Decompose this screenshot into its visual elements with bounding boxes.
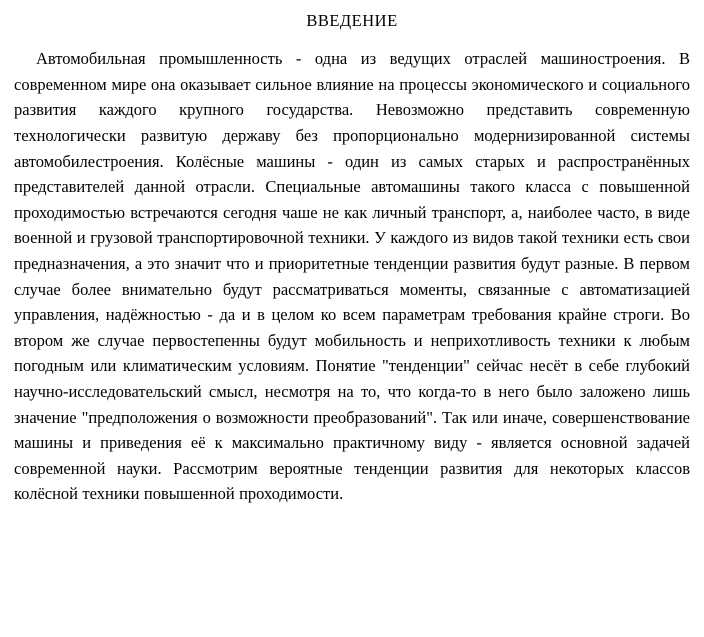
page-title: ВВЕДЕНИЕ: [306, 11, 398, 30]
body-paragraph: Автомобильная промышленность - одна из ведущих отраслей машиностроения. В современном мире она оказывает сильное влияние на процессы экономического и социального развития каждого крупного государства. Невозможно представить современную технологически развитую державу без пропорционально модернизированной системы автомобилестроения. Колёсные машины - один из самых старых и распространённых представителей данной отрасли. Специальные автомашины такого класса с повышенной проходимостью встречаются сегодня чаше не как личный транспорт, а, наиболее часто, в виде военной и грузовой транспортировочной техники. У каждого из видов такой техники есть свои предназначения, а это значит что и приоритетные тенденции развития будут разные. В первом случае более внимательно будут рассматриваться моменты, связанные с автоматизацией управления, надёжностью - да и в целом ко всем параметрам требования крайне строги. Во втором же случае первостепенны будут мобильность и неприхотливость техники к любым погодным или климатическим условиям. Понятие "тенденции" сейчас несёт в себе глубокий научно-исследовательский смысл, несмотря на то, что когда-то в него было заложено лишь значение "предположения о возможности преобразований". Так или иначе, совершенствование машины и приведения её к максимально практичному виду - является основной задачей современной науки. Рассмотрим вероятные тенденции развития для некоторых классов колёсной техники повышенной проходимости.: [14, 49, 690, 504]
